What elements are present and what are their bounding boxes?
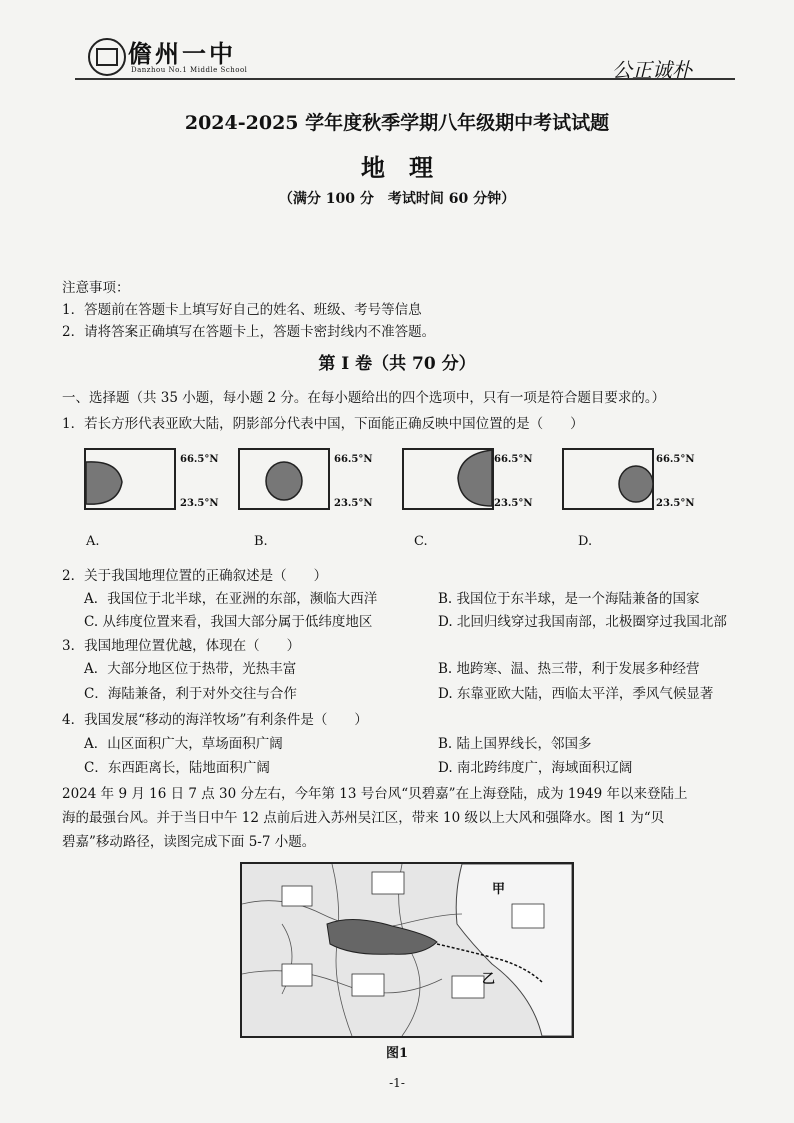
figure-d-shading bbox=[562, 448, 654, 510]
notes-item-2: 2．请将答案正确填写在答题卡上，答题卡密封线内不准答题。 bbox=[62, 324, 436, 340]
figure-b-top-latitude: 66.5°N bbox=[334, 454, 373, 465]
header-divider bbox=[75, 78, 735, 80]
typhoon-map-drawing bbox=[242, 864, 572, 1036]
question-2-option-a: A．我国位于北半球，在亚洲的东部，濒临大西洋 bbox=[84, 591, 378, 607]
figure-d-top-latitude: 66.5°N bbox=[656, 454, 695, 465]
passage-line-2: 海的最强台风。并于当日中午 12 点前后进入苏州吴江区，带来 10 级以上大风和强降水。图 1 为“贝 bbox=[62, 810, 665, 826]
question-4-option-c: C．东西距离长，陆地面积广阔 bbox=[84, 760, 270, 776]
question-4-option-a: A．山区面积广大，草场面积广阔 bbox=[84, 736, 283, 752]
figure-b-bottom-latitude: 23.5°N bbox=[334, 498, 373, 509]
passage-line-1: 2024 年 9 月 16 日 7 点 30 分左右，今年第 13 号台风“贝碧嘉”在上海登陆，成为 1949 年以来登陆上 bbox=[62, 786, 688, 802]
question-2-option-d: D. 北回归线穿过我国南部，北极圈穿过我国北部 bbox=[438, 614, 727, 630]
school-name: 儋州一中 bbox=[128, 39, 236, 68]
section-instruction: 一、选择题（共 35 小题，每小题 2 分。在每小题给出的四个选项中，只有一项是符合题目要求的。） bbox=[62, 390, 666, 406]
question-2-option-b: B. 我国位于东半球，是一个海陆兼备的国家 bbox=[438, 591, 700, 607]
question-4-stem: 4．我国发展“移动的海洋牧场”有利条件是（ ） bbox=[62, 712, 368, 728]
figure-a-top-latitude: 66.5°N bbox=[180, 454, 219, 465]
school-logo-emblem bbox=[96, 48, 118, 66]
figure-a-bottom-latitude: 23.5°N bbox=[180, 498, 219, 509]
map-label-yi: 乙 bbox=[482, 972, 496, 987]
figure-b-shading bbox=[238, 448, 330, 510]
question-3-option-c: C．海陆兼备，利于对外交往与合作 bbox=[84, 686, 297, 702]
question-3-option-d: D. 东靠亚欧大陆，西临太平洋，季风气候显著 bbox=[438, 686, 714, 702]
question-2-option-c: C. 从纬度位置来看，我国大部分属于低纬度地区 bbox=[84, 614, 373, 630]
notes-item-1: 1．答题前在答题卡上填写好自己的姓名、班级、考号等信息 bbox=[62, 302, 422, 318]
figure-a-caption: A. bbox=[86, 534, 100, 549]
map-caption: 图1 bbox=[385, 1046, 409, 1061]
question-3-option-b: B. 地跨寒、温、热三带，利于发展多种经营 bbox=[438, 661, 700, 677]
school-motto: 公正诚朴 bbox=[612, 58, 692, 82]
question-4-option-b: B. 陆上国界线长，邻国多 bbox=[438, 736, 592, 752]
exam-title: 2024-2025 学年度秋季学期八年级期中考试试题 bbox=[184, 112, 610, 134]
question-4-option-d: D. 南北跨纬度广，海域面积辽阔 bbox=[438, 760, 633, 776]
exam-subject: 地 理 bbox=[361, 153, 433, 182]
figure-d-caption: D. bbox=[578, 534, 593, 549]
figure-b-caption: B. bbox=[254, 534, 268, 549]
figure-d-bottom-latitude: 23.5°N bbox=[656, 498, 695, 509]
section-title: 第 I 卷（共 70 分） bbox=[318, 354, 476, 374]
figure-c-caption: C. bbox=[414, 534, 428, 549]
question-3-stem: 3．我国地理位置优越，体现在（ ） bbox=[62, 638, 301, 654]
exam-meta: （满分 100 分 考试时间 60 分钟） bbox=[278, 191, 516, 207]
map-label-jia: 甲 bbox=[492, 882, 506, 897]
question-1-stem: 1．若长方形代表亚欧大陆，阴影部分代表中国，下面能正确反映中国位置的是（ ） bbox=[62, 416, 584, 432]
passage-line-3: 碧嘉”移动路径，读图完成下面 5-7 小题。 bbox=[62, 834, 316, 850]
school-name-english: Danzhou No.1 Middle School bbox=[131, 66, 248, 74]
question-2-stem: 2．关于我国地理位置的正确叙述是（ ） bbox=[62, 568, 328, 584]
notes-heading: 注意事项： bbox=[62, 280, 130, 296]
typhoon-path-map bbox=[240, 862, 574, 1038]
figure-c-bottom-latitude: 23.5°N bbox=[494, 498, 533, 509]
figure-a-shading bbox=[84, 448, 176, 510]
figure-c-shading bbox=[402, 448, 494, 510]
figure-c-top-latitude: 66.5°N bbox=[494, 454, 533, 465]
question-3-option-a: A．大部分地区位于热带，光热丰富 bbox=[84, 661, 297, 677]
page-number: -1- bbox=[389, 1076, 405, 1090]
